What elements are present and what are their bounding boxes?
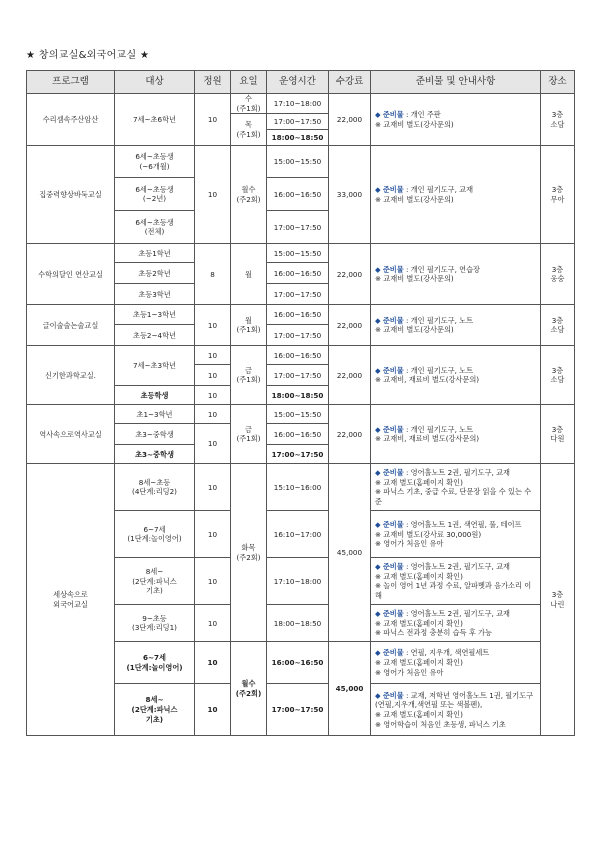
target-cell: 초등2학년 [115,263,195,284]
prep-label: 준비물 [382,519,404,529]
note-line: ※ 교재 별도(홈페이지 확인) [375,658,463,668]
capacity-cell: 10 [195,146,231,244]
info-cell [371,405,541,464]
prep-label: 준비물 [382,562,404,571]
fee-cell: 33,000 [329,146,371,244]
column-header: 준비물 및 안내사항 [371,71,541,94]
table-row [27,405,575,424]
note-line: ※ 교재비 별도(강사문의) [375,325,454,335]
info-cell [371,642,541,684]
target-cell: 8세~초등 (4단계:리딩2) [115,464,195,511]
target-cell: 초등3학년 [115,284,195,305]
prep-label: 준비물 [382,468,404,477]
time-cell: 16:00~16:50 [267,346,329,365]
prep-line [375,425,536,435]
diamond-bullet-icon: ◆ [375,365,383,375]
program-cell: 수리셈속주산암산 [27,94,115,146]
prep-text: : 교재, 저학년 영어홀노트 1권, 필기도구(연필,지우개,색연필 또는 색볼펜), [375,690,534,710]
place-cell: 3층 소담 [541,94,575,146]
info-cell [371,94,541,146]
diamond-bullet-icon: ◆ [375,185,383,195]
time-cell: 15:10~16:00 [267,464,329,511]
time-cell: 15:00~15:50 [267,146,329,178]
note-line: ※ 영어가 처음인 유아 [375,539,444,549]
day-cell: 월수 (주2회) [231,146,267,244]
fee-cell: 45,000 [329,642,371,736]
table-body [27,94,575,736]
day-cell: 수 (주1회) [231,94,267,114]
prep-text: : 영어홀노트 2권, 필기도구, 교재 [403,468,510,477]
day-cell: 금 (주1회) [231,346,267,405]
target-cell: 6~7세 (1단계:놀이영어) [115,511,195,558]
fee-cell: 45,000 [329,464,371,642]
time-cell: 17:00~17:50 [267,365,329,386]
info-cell [371,346,541,405]
prep-text: : 개인 필기도구, 노트 [403,365,474,375]
capacity-cell: 10 [195,605,231,642]
time-cell: 15:00~15:50 [267,244,329,263]
time-cell: 16:10~17:00 [267,511,329,558]
schedule-table [26,70,575,736]
info-cell [371,684,541,736]
target-cell: 초1~3학년 [115,405,195,424]
note-line: ※ 교재 별도(홈페이지 확인) [375,709,463,719]
target-cell: 9~초등 (3단계:리딩1) [115,605,195,642]
prep-label: 준비물 [382,690,404,700]
program-cell: 신기한과학교실. [27,346,115,405]
capacity-cell: 10 [195,642,231,684]
target-cell: 6세~초등생 (~6개월) [115,146,195,178]
column-header: 프로그램 [27,71,115,94]
diamond-bullet-icon: ◆ [375,468,383,477]
time-cell: 18:00~18:50 [267,605,329,642]
note-line: ※ 교재비, 재료비 별도(강사문의) [375,375,480,385]
info-cell [371,244,541,305]
info-cell [371,511,541,558]
note-line: ※ 교재 별도(홈페이지 확인) [375,571,463,581]
place-cell: 3층 웅숭 [541,244,575,305]
prep-text: : 개인 필기도구, 연습장 [403,264,480,274]
day-cell: 월 (주1회) [231,305,267,346]
info-cell [371,305,541,346]
prep-line [375,520,536,530]
note-line: ※ 교재비, 재료비 별도(강사문의) [375,434,480,444]
column-header: 요일 [231,71,267,94]
target-cell: 초등2~4학년 [115,325,195,346]
fee-cell: 22,000 [329,305,371,346]
capacity-cell: 10 [195,94,231,146]
note-line: ※ 교재비 별도(강사문의) [375,119,454,129]
place-cell: 3층 소담 [541,305,575,346]
time-cell: 18:00~18:50 [267,130,329,146]
capacity-cell: 10 [195,346,231,365]
prep-line [375,562,536,572]
capacity-cell: 10 [195,424,231,464]
day-cell: 월수 (주2회) [231,642,267,736]
prep-label: 준비물 [382,424,404,434]
target-cell: 7세~초6학년 [115,94,195,146]
time-cell: 17:00~17:50 [267,325,329,346]
prep-label: 준비물 [382,185,404,195]
prep-label: 준비물 [382,608,404,618]
program-cell: 역사속으로역사교실 [27,405,115,464]
prep-line [375,468,536,478]
info-cell [371,558,541,605]
time-cell: 16:00~16:50 [267,263,329,284]
info-cell [371,464,541,511]
prep-line [375,110,536,120]
prep-line [375,648,536,658]
diamond-bullet-icon: ◆ [375,519,383,529]
prep-text: : 영어홀노트 2권, 필기도구, 교재 [403,608,510,618]
diamond-bullet-icon: ◆ [375,648,383,658]
target-cell: 8세~ (2단계:파닉스 기초) [115,558,195,605]
prep-line [375,316,536,326]
prep-line [375,366,536,376]
time-cell: 17:00~17:50 [267,684,329,736]
note-line: ※ 파닉스 기초, 중급 수료, 단문장 읽을 수 있는 수준 [375,487,532,507]
note-line: ※ 파닉스 전과정 충분히 습득 후 가능 [375,628,492,638]
capacity-cell: 10 [195,305,231,346]
target-cell: 초등학생 [115,386,195,405]
prep-text: : 영어홀노트 1권, 색연필, 풀, 테이프 [403,519,522,529]
column-header: 운영시간 [267,71,329,94]
time-cell: 17:00~17:50 [267,284,329,305]
capacity-cell: 10 [195,365,231,386]
column-header: 대상 [115,71,195,94]
time-cell: 16:00~16:50 [267,642,329,684]
column-header: 정원 [195,71,231,94]
prep-line [375,265,536,275]
program-cell: 집중력향상바둑교실 [27,146,115,244]
target-cell: 7세~초3학년 [115,346,195,386]
note-line: ※ 교재비 별도(강사문의) [375,194,454,204]
capacity-cell: 10 [195,684,231,736]
time-cell: 17:10~18:00 [267,94,329,114]
fee-cell: 22,000 [329,244,371,305]
target-cell: 초3~중학생 [115,424,195,445]
time-cell: 17:00~17:50 [267,114,329,130]
prep-line [375,691,536,710]
note-line: ※ 교재비 별도(강사문의) [375,274,454,284]
prep-label: 준비물 [382,315,404,325]
diamond-bullet-icon: ◆ [375,110,383,119]
time-cell: 16:00~16:50 [267,424,329,445]
info-cell [371,146,541,244]
capacity-cell: 10 [195,386,231,405]
info-cell [371,605,541,642]
capacity-cell: 8 [195,244,231,305]
diamond-bullet-icon: ◆ [375,690,383,700]
day-cell: 월 [231,244,267,305]
table-row [27,346,575,365]
table-row [27,244,575,263]
fee-cell: 22,000 [329,405,371,464]
prep-line [375,185,536,195]
page-title: ★ 창의교실&외국어교실 ★ [26,50,150,61]
table-row [27,146,575,178]
note-line: ※ 교재 별도(홈페이지 확인) [375,477,463,487]
program-cell: 수학의달인 연산교실 [27,244,115,305]
table-row [27,94,575,114]
time-cell: 17:00~17:50 [267,211,329,244]
day-cell: 목 (주1회) [231,114,267,146]
prep-label: 준비물 [382,648,404,658]
note-line: ※ 영어학습이 처음인 초등생, 파닉스 기초 [375,719,506,729]
prep-text: : 개인 필기도구, 노트 [403,315,474,325]
column-header: 장소 [541,71,575,94]
prep-label: 준비물 [382,110,404,119]
capacity-cell: 10 [195,464,231,511]
table-header-row [27,71,575,94]
fee-cell: 22,000 [329,346,371,405]
note-line: ※ 놀이 영어 1년 과정 수료, 알파벳과 음가소리 이해 [375,581,532,601]
place-cell: 3층 다원 [541,405,575,464]
prep-text: : 개인 필기도구, 노트 [403,424,474,434]
capacity-cell: 10 [195,511,231,558]
note-line: ※ 영어가 처음인 유아 [375,667,444,677]
target-cell: 초3~중학생 [115,445,195,464]
target-cell: 6세~초등생 (~2년) [115,178,195,211]
time-cell: 15:00~15:50 [267,405,329,424]
note-line: ※ 교재비 별도(강사료 30,000원) [375,529,482,539]
place-cell: 3층 나린 [541,464,575,736]
table-row [27,305,575,325]
prep-label: 준비물 [382,365,404,375]
note-line: ※ 교재 별도(홈페이지 확인) [375,618,463,628]
diamond-bullet-icon: ◆ [375,424,383,434]
target-cell: 6~7세 (1단계:놀이영어) [115,642,195,684]
target-cell: 8세~ (2단계:파닉스 기초) [115,684,195,736]
prep-text: : 영어홀노트 2권, 필기도구, 교재 [403,562,510,571]
capacity-cell: 10 [195,558,231,605]
column-header: 수강료 [329,71,371,94]
place-cell: 3층 무아 [541,146,575,244]
fee-cell: 22,000 [329,94,371,146]
time-cell: 16:00~16:50 [267,178,329,211]
day-cell: 화목 (주2회) [231,464,267,642]
target-cell: 초등1학년 [115,244,195,263]
day-cell: 금 (주1회) [231,405,267,464]
place-cell: 3층 소담 [541,346,575,405]
time-cell: 16:00~16:50 [267,305,329,325]
diamond-bullet-icon: ◆ [375,608,383,618]
prep-text: : 개인 주판 [403,110,441,119]
program-cell: 글이술술논술교실 [27,305,115,346]
table-row [27,464,575,511]
prep-line [375,609,536,619]
time-cell: 18:00~18:50 [267,386,329,405]
prep-label: 준비물 [382,264,404,274]
diamond-bullet-icon: ◆ [375,562,383,571]
prep-text: : 개인 필기도구, 교재 [403,185,474,195]
diamond-bullet-icon: ◆ [375,315,383,325]
time-cell: 17:10~18:00 [267,558,329,605]
capacity-cell: 10 [195,405,231,424]
program-cell: 세상속으로 외국어교실 [27,464,115,736]
time-cell: 17:00~17:50 [267,445,329,464]
target-cell: 6세~초등생 (전체) [115,211,195,244]
prep-text: : 연필, 지우개, 색연필세트 [403,648,490,658]
target-cell: 초등1~3학년 [115,305,195,325]
diamond-bullet-icon: ◆ [375,264,383,274]
